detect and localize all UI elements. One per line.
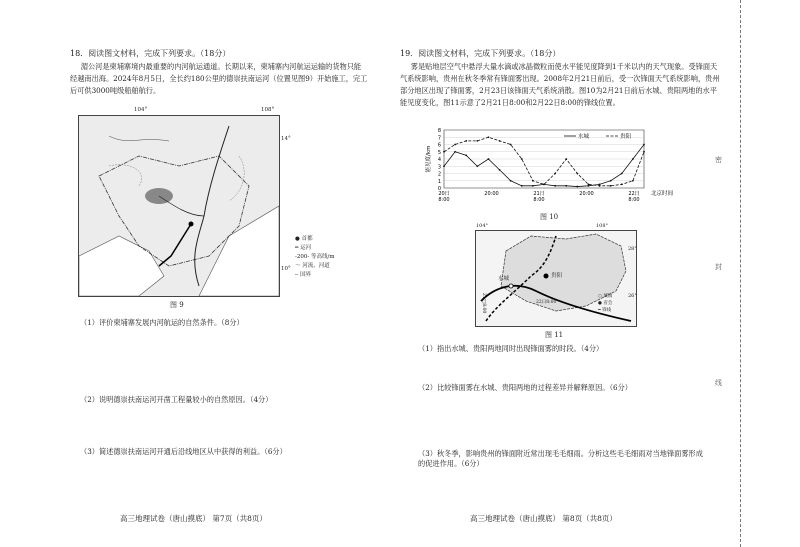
canal-line-icon: ━ — [295, 245, 299, 251]
q18-paragraph: 湄公河是柬埔寨境内最重要的内河航运通道。长期以来，柬埔寨内河航运运输的货物只能经越南出海。2024年8月5日，全长约180公里的德崇扶南运河（位置见图9）开始施工，完工后可供3000吨级船舶航行。 — [70, 62, 368, 95]
y-tick-label: 7 — [437, 135, 441, 142]
map11-lon-108: 108° — [596, 223, 609, 229]
map-lon-104: 104° — [134, 107, 148, 113]
data-point — [532, 185, 534, 187]
data-point — [632, 158, 634, 160]
q18-title: 18．阅读图文材料，完成下列要求。（18分） — [70, 49, 231, 58]
binding-line — [740, 0, 742, 547]
map11-legend-front: ━ 锋线 — [598, 308, 612, 313]
data-point — [499, 140, 501, 142]
contour-line-icon: -200- — [295, 254, 310, 260]
data-point — [576, 186, 578, 188]
data-point — [521, 185, 523, 187]
y-tick-label: 8 — [437, 128, 441, 134]
data-point — [610, 185, 612, 187]
data-point — [565, 158, 567, 160]
data-point — [543, 183, 545, 185]
x-tick-label: 20:00 — [579, 191, 594, 197]
q18-sub2: （2）说明德崇扶南运河开凿工程量较小的自然原因。（4分） — [80, 395, 273, 404]
y-tick-label: 1 — [437, 178, 441, 185]
visibility-line-chart — [410, 126, 680, 212]
page-7-footer: 高三地理试卷（唐山摸底） 第7页（共8页） — [120, 514, 267, 523]
data-point — [510, 144, 512, 146]
y-tick-label: 2 — [437, 171, 441, 178]
map11-legend-town: ○ 城镇 — [598, 294, 613, 299]
river-line-icon: 〜 — [295, 263, 301, 269]
map11-city-shuicheng: 水城 — [498, 276, 510, 282]
q18-sub1: （1）评价柬埔寨发展内河航运的自然条件。（8分） — [80, 318, 244, 327]
shuicheng-dot — [509, 284, 513, 288]
y-axis-label: 能见度/km — [426, 145, 432, 173]
binding-char-2: 封 — [715, 263, 722, 271]
data-point — [576, 173, 578, 175]
q19-sub1: （1）指出水城、贵阳两地同时出现锋面雾的时段。（4分） — [418, 344, 604, 353]
data-point — [443, 151, 445, 153]
x-tick-label: 8:00 — [628, 197, 640, 203]
cambodia-map-svg — [79, 116, 279, 296]
figure-9-legend — [295, 235, 335, 280]
data-point — [499, 169, 501, 171]
capital-dot-icon: ● — [598, 301, 602, 306]
figure-10-caption: 图 10 — [540, 213, 559, 221]
map11-front-21: 21日8:00 — [481, 293, 486, 314]
y-tick-label: 5 — [437, 149, 441, 156]
x-axis-label: 北京时间 — [650, 191, 674, 197]
map11-lon-104: 104° — [476, 223, 489, 229]
data-point — [465, 140, 467, 142]
binding-char-1: 密 — [715, 156, 722, 164]
data-point — [476, 165, 478, 167]
town-dot-icon: ○ — [598, 294, 602, 299]
border-line-icon: ┄ — [295, 272, 299, 278]
data-point — [565, 185, 567, 187]
data-point — [643, 144, 645, 146]
figure-9-map — [78, 107, 291, 297]
q19-sub2: （2）比较锋面雾在水城、贵阳两地的过程差异并解释原因。（6分） — [418, 383, 632, 392]
data-point — [532, 180, 534, 182]
y-tick-label: 4 — [437, 157, 441, 163]
x-tick-label: 20:00 — [484, 191, 499, 197]
figure-9-caption: 图 9 — [170, 301, 184, 309]
data-point — [510, 180, 512, 182]
map-lat-14: 14° — [281, 136, 291, 142]
q19-paragraph: 雾是贴地层空气中悬浮大量水滴或冰晶微粒而使水平能见度降到1千米以内的天气现象。受锋面天气系统影响，贵州在秋冬季常有锋面雾出现。2008年2月21日前后，受一次锋面天气系统影响，贵州部分地区出现了锋面雾，2月23日该锋面天气系统消散。图10为2月21日前后水城、贵阳两地的水平能见度变化，图11示意了2月21日8:00和2月22日8:00的锋线位置。 — [400, 62, 720, 107]
legend-label: 贵阳 — [620, 134, 632, 140]
data-point — [554, 185, 556, 187]
data-point — [521, 158, 523, 160]
map11-lat-26: 26° — [628, 293, 637, 299]
x-tick-label: 8:00 — [533, 197, 545, 203]
data-point — [554, 173, 556, 175]
guiyang-dot — [544, 274, 549, 279]
legend-label: 水城 — [578, 134, 590, 140]
figure-11-caption: 图 11 — [545, 331, 564, 339]
data-point — [443, 165, 445, 167]
data-point — [488, 158, 490, 160]
page-8-footer: 高三地理试卷（唐山摸底） 第8页（共8页） — [470, 514, 617, 523]
x-tick-label: 20日 — [438, 191, 450, 197]
map11-city-guiyang: 贵阳 — [551, 273, 563, 279]
figure-10-chart — [410, 126, 680, 212]
x-tick-label: 8:00 — [438, 197, 450, 203]
data-point — [454, 151, 456, 153]
legend-capital: ● 首都 — [295, 236, 313, 242]
map11-front-22: 22日8:00 — [536, 300, 557, 305]
legend-contour: -200- 等高线/m — [295, 254, 335, 260]
figure-11-legend — [598, 293, 612, 314]
y-tick-label: 0 — [437, 186, 441, 192]
q19-sub3: （3）秋冬季，影响贵州的锋面附近常出现毛毛细雨。分析这些毛毛细雨对当地锋面雾形成的促进作用。（6分） — [418, 449, 703, 468]
front-line-icon: ━ — [598, 308, 601, 313]
data-point — [599, 185, 601, 187]
y-tick-label: 3 — [437, 164, 441, 171]
data-point — [621, 173, 623, 175]
data-point — [610, 180, 612, 182]
data-point — [621, 183, 623, 185]
data-point — [465, 154, 467, 156]
y-tick-label: 6 — [437, 142, 441, 149]
legend-river: 〜 河流、河道 — [295, 263, 330, 269]
binding-char-3: 线 — [715, 379, 722, 387]
map-lon-108: 108° — [261, 107, 275, 113]
map-lat-10: 10° — [281, 266, 291, 272]
q18-sub3: （3）简述德崇扶南运河开通后沿线地区从中获得的利益。（6分） — [80, 447, 287, 456]
figure-11-map — [475, 223, 637, 327]
x-tick-label: 22日 — [628, 191, 640, 197]
data-point — [454, 144, 456, 146]
x-tick-label: 21日 — [533, 191, 545, 197]
data-point — [476, 140, 478, 142]
data-point — [588, 183, 590, 185]
q19-title: 19．阅读图文材料，完成下列要求。（18分） — [400, 49, 561, 58]
legend-border: ┄ 国界 — [295, 272, 312, 278]
data-point — [632, 180, 634, 182]
map11-lat-28: 28° — [628, 246, 637, 252]
capital-dot-icon: ● — [295, 236, 300, 242]
legend-canal: ━ 运河 — [295, 245, 312, 251]
map11-legend-capital: ● 省会 — [598, 301, 613, 306]
data-point — [643, 151, 645, 153]
data-point — [488, 136, 490, 138]
